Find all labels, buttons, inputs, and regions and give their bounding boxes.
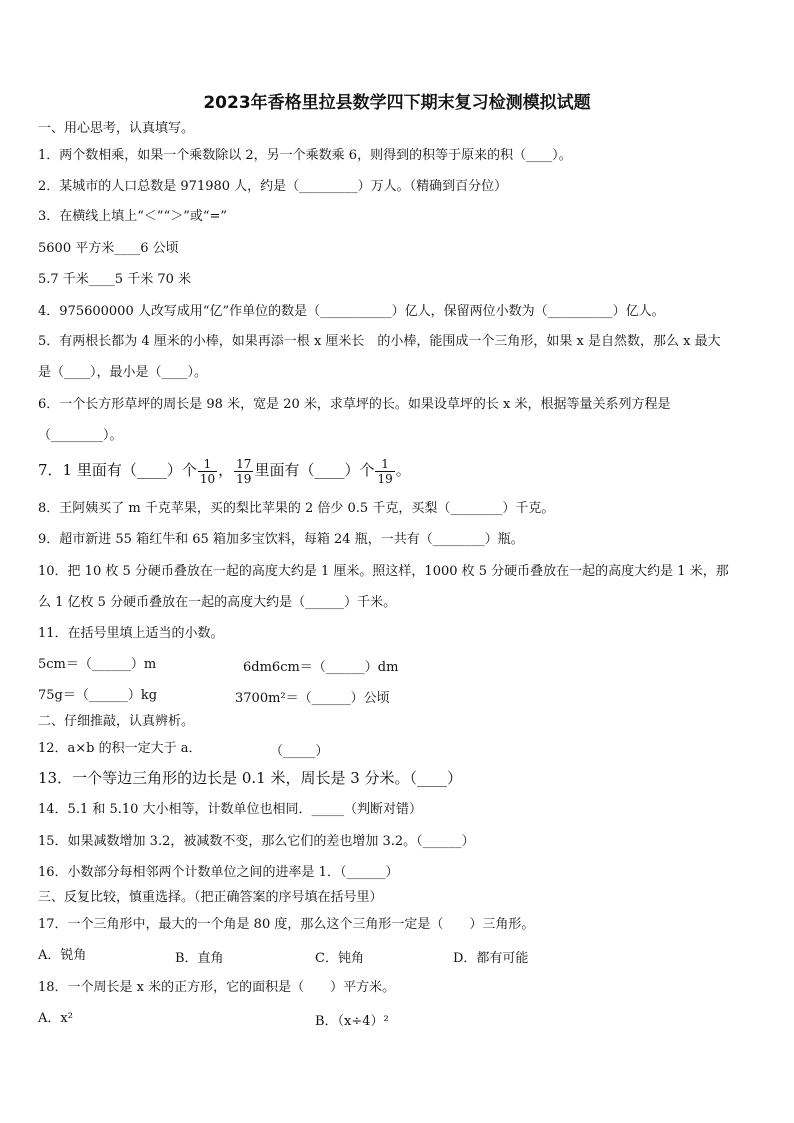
question-7-part-1: 7．1 里面有（____）个 bbox=[38, 461, 197, 479]
fraction-one-nineteenth bbox=[375, 457, 394, 486]
question-8: 8．王阿姨买了 m 千克苹果，买的梨比苹果的 2 倍少 0.5 千克，买梨（________）千克。 bbox=[38, 501, 555, 516]
question-3-item-b: 5.7 千米____5 千米 70 米 bbox=[38, 272, 192, 287]
question-18-option-b: B．（x÷4）² bbox=[315, 1014, 389, 1029]
question-11: 11．在括号里填上适当的小数。 bbox=[38, 626, 224, 641]
fraction-denominator: 19 bbox=[377, 471, 393, 486]
section-1-heading: 一、用心思考，认真填写。 bbox=[38, 121, 195, 136]
page-title: 2023年香格里拉县数学四下期末复习检测模拟试题 bbox=[203, 93, 591, 113]
question-5-line-2: 是（____），最小是（____）。 bbox=[38, 365, 208, 380]
question-1: 1．两个数相乘，如果一个乘数除以 2，另一个乘数乘 6，则得到的积等于原来的积（____）。 bbox=[38, 148, 572, 163]
question-17-option-a: A．锐角 bbox=[38, 948, 87, 963]
section-2-heading: 二、仔细推敲，认真辨析。 bbox=[38, 714, 195, 729]
question-12: 12．a×b 的积一定大于 a． bbox=[38, 741, 202, 756]
question-17: 17．一个三角形中，最大的一个角是 80 度，那么这个三角形一定是（ ）三角形。 bbox=[38, 917, 535, 932]
question-9: 9．超市新进 55 箱红牛和 65 箱加多宝饮料，每箱 24 瓶，一共有（________）瓶。 bbox=[38, 532, 524, 547]
question-13: 13．一个等边三角形的边长是 0.1 米，周长是 3 分米。（____） bbox=[38, 769, 463, 787]
question-17-option-b: B．直角 bbox=[175, 951, 224, 966]
question-11-item-a2: 6dm6cm＝（______）dm bbox=[243, 660, 399, 675]
question-7-end: 。 bbox=[395, 461, 411, 479]
question-7-separator: ， bbox=[218, 461, 234, 479]
question-16: 16．小数部分每相邻两个计数单位之间的进率是 1．（______） bbox=[38, 865, 399, 880]
fraction-seventeen-nineteenths bbox=[234, 457, 253, 486]
question-18-option-a: A．x² bbox=[38, 1011, 73, 1026]
question-6-line-1: 6．一个长方形草坪的周长是 98 米，宽是 20 米，求草坪的长。如果设草坪的长 x 米，根据等量关系列方程是 bbox=[38, 397, 671, 412]
question-14: 14．5.1 和 5.10 大小相等，计数单位也相同．_____（判断对错） bbox=[38, 802, 423, 817]
question-12-answer-blank: （_____） bbox=[270, 744, 329, 759]
fraction-denominator: 19 bbox=[236, 471, 252, 486]
question-18: 18．一个周长是 x 米的正方形，它的面积是（ ）平方米。 bbox=[38, 980, 396, 995]
fraction-one-tenth bbox=[198, 457, 217, 486]
question-11-item-b2: 3700m²＝（______）公顷 bbox=[235, 691, 390, 706]
question-6-line-2: （________）。 bbox=[38, 428, 123, 443]
question-3: 3．在横线上填上“＜”“＞”或“=” bbox=[38, 209, 228, 224]
fraction-numerator: 1 bbox=[375, 457, 394, 472]
question-3-item-a: 5600 平方米____6 公顷 bbox=[38, 241, 179, 256]
fraction-numerator: 1 bbox=[198, 457, 217, 472]
question-17-option-d: D．都有可能 bbox=[453, 951, 529, 966]
section-3-heading: 三、反复比较，慎重选择。（把正确答案的序号填在括号里） bbox=[38, 890, 383, 905]
question-15: 15．如果减数增加 3.2，被减数不变，那么它们的差也增加 3.2。（______） bbox=[38, 834, 475, 849]
question-5-line-1: 5．有两根长都为 4 厘米的小棒，如果再添一根 x 厘米长 的小棒，能围成一个三角形，如果 x 是自然数，那么 x 最大 bbox=[38, 334, 721, 349]
question-10-line-1: 10．把 10 枚 5 分硬币叠放在一起的高度大约是 1 厘米。照这样，1000 枚 5 分硬币叠放在一起的高度大约是 1 米，那 bbox=[38, 564, 729, 579]
question-4: 4．975600000 人改写成用“亿”作单位的数是（___________）亿人，保留两位小数为（__________）亿人。 bbox=[38, 304, 665, 319]
question-11-item-a1: 5cm＝（______）m bbox=[38, 657, 157, 672]
question-7 bbox=[38, 455, 411, 486]
fraction-numerator: 17 bbox=[236, 456, 252, 471]
question-2: 2．某城市的人口总数是 971980 人，约是（_________）万人。（精确到百分位） bbox=[38, 179, 508, 194]
question-17-option-c: C．钝角 bbox=[315, 951, 364, 966]
question-7-part-2: 里面有（____）个 bbox=[254, 461, 375, 479]
question-10-line-2: 么 1 亿枚 5 分硬币叠放在一起的高度大约是（______）千米。 bbox=[38, 595, 397, 610]
fraction-denominator: 10 bbox=[199, 471, 216, 486]
question-11-item-b1: 75g＝（______）kg bbox=[38, 688, 158, 703]
